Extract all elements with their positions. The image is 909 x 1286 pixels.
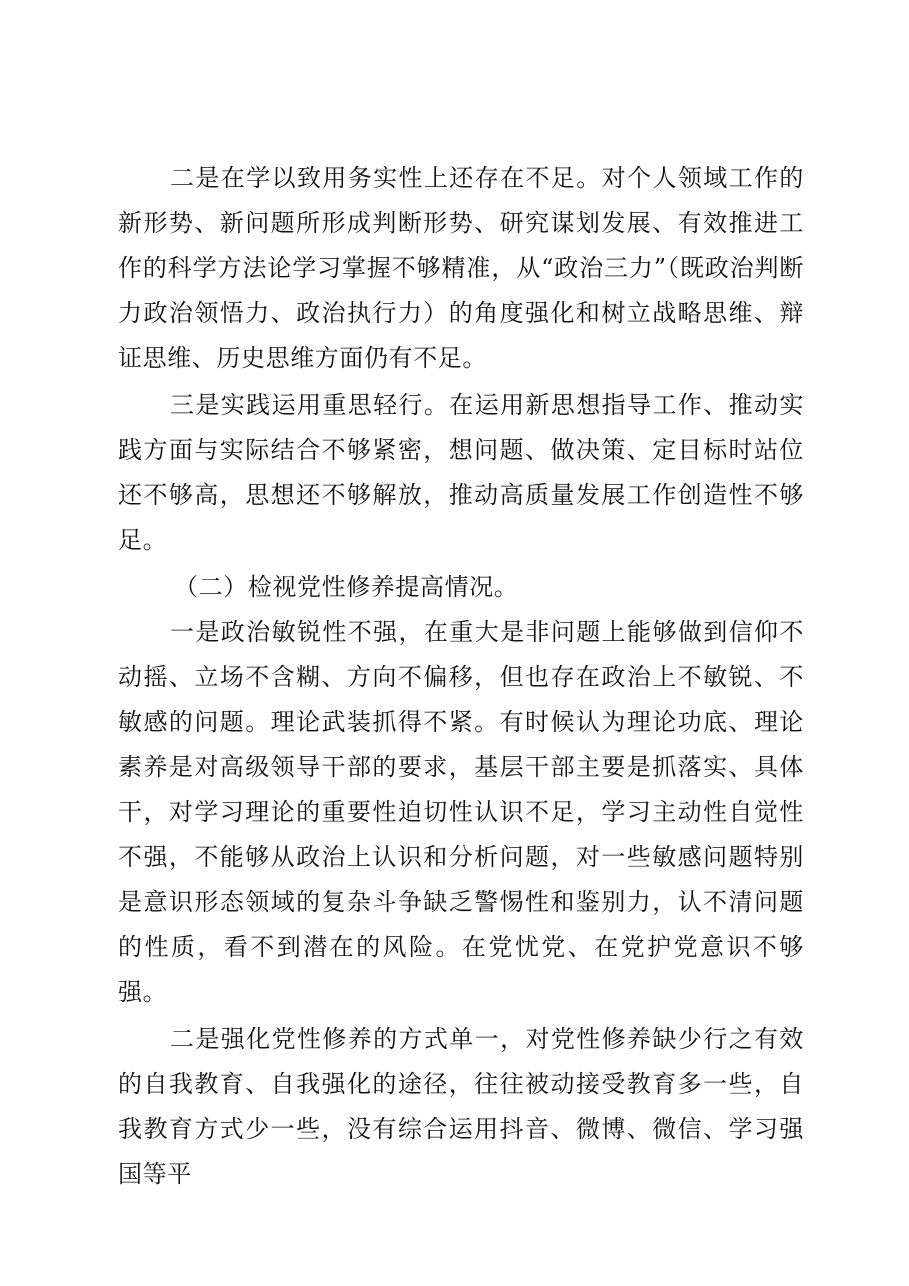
document-body <box>118 156 804 1197</box>
paragraph-practice-application: 三是实践运用重思轻行。在运用新思想指导工作、推动实践方面与实际结合不够紧密，想问题、做决策、定目标时站位还不够高，思想还不够解放，推动高质量发展工作创造性不够足。 <box>118 391 804 554</box>
paragraph-political-sensitivity: 一是政治敏锐性不强，在重大是非问题上能够做到信仰不动摇、立场不含糊、方向不偏移，但也存在政治上不敏锐、不敏感的问题。理论武装抓得不紧。有时候认为理论功底、理论素养是对高级领导干部的要求，基层干部主要是抓落实、具体干，对学习理论的重要性迫切性认识不足，学习主动性自觉性不强，不能够从政治上认识和分析问题，对一些敏感问题特别是意识形态领域的复杂斗争缺乏警惕性和鉴别力，认不清问题的性质，看不到潜在的风险。在党忧党、在党护党意识不够强。 <box>118 618 804 1006</box>
section-heading: （二）检视党性修养提高情况。 <box>174 573 519 601</box>
paragraph-learning-application: 二是在学以致用务实性上还存在不足。对个人领域工作的新形势、新问题所形成判断形势、研究谋划发展、有效推进工作的科学方法论学习掌握不够精准，从“政治三力”（既政治判断力政治领悟力、政治执行力）的角度强化和树立战略思维、辩证思维、历史思维方面仍有不足。 <box>118 164 804 372</box>
paragraph-party-cultivation: 二是强化党性修养的方式单一，对党性修养缺少行之有效的自我教育、自我强化的途径，往往被动接受教育多一些，自我教育方式少一些，没有综合运用抖音、微博、微信、学习强国等平 <box>118 1025 804 1188</box>
